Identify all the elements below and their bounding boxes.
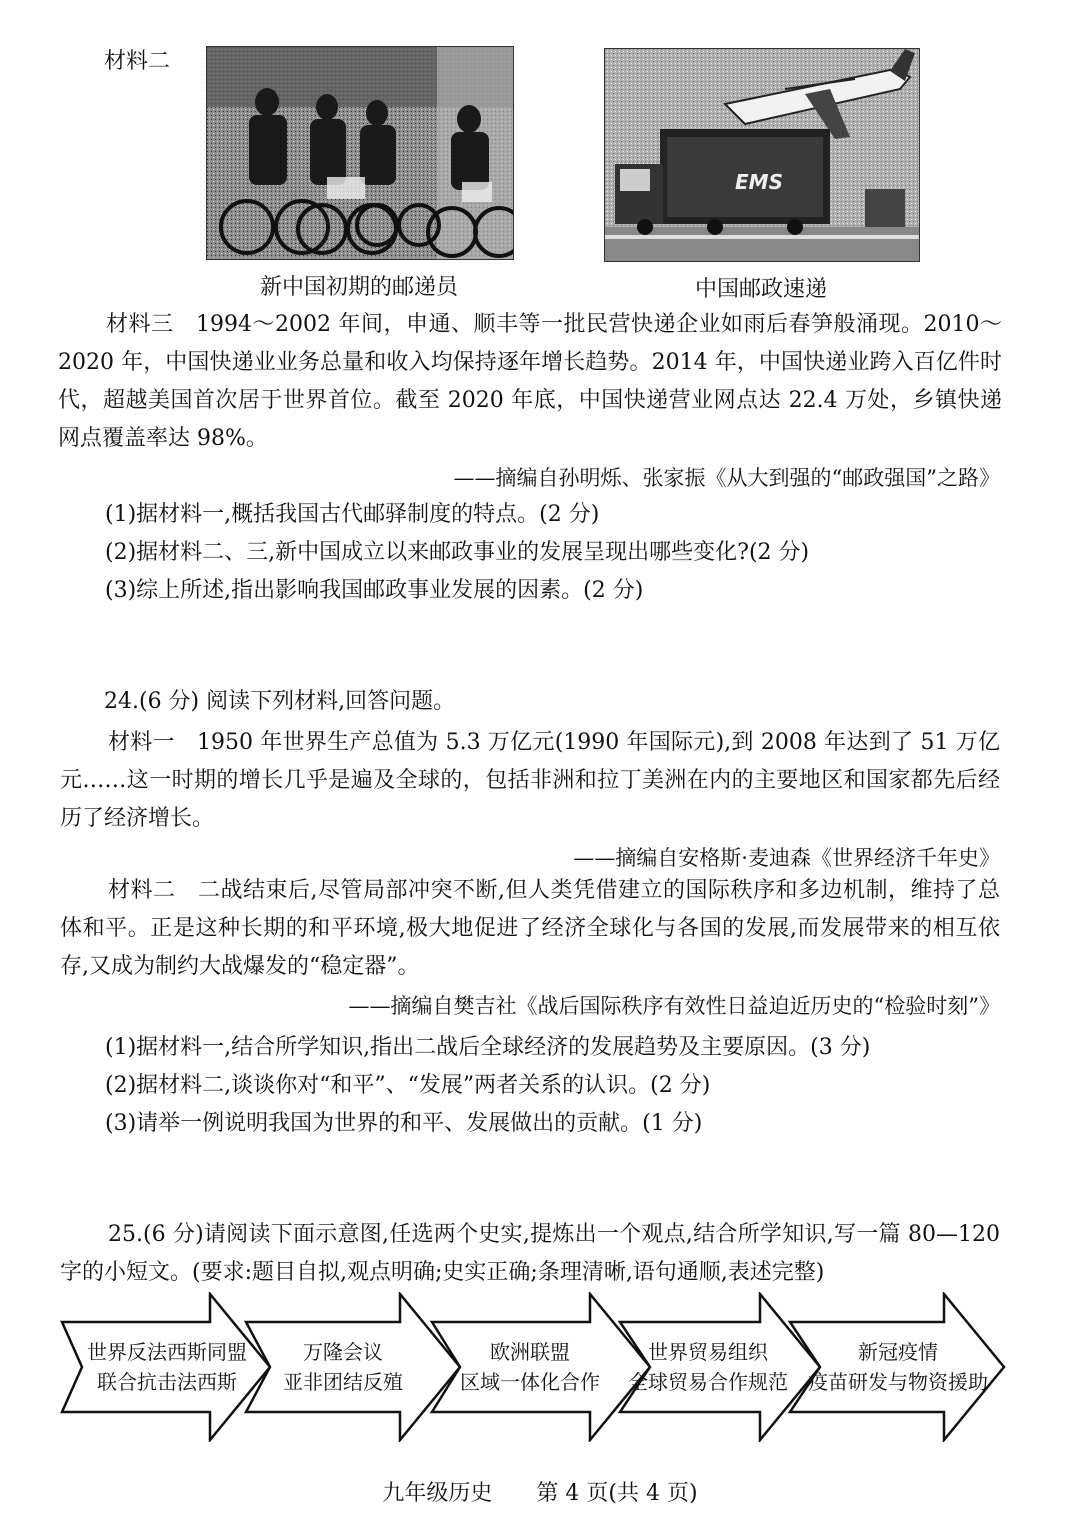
arrow-item-4-line2: 全球贸易合作规范: [628, 1370, 788, 1394]
q24-sub1: (1)据材料一,结合所学知识,指出二战后全球经济的发展趋势及主要原因。(3 分): [105, 1035, 871, 1060]
arrow-item-3-line2: 区域一体化合作: [460, 1370, 600, 1394]
q24-sub2: (2)据材料二,谈谈你对“和平”、“发展”两者关系的认识。(2 分): [105, 1073, 711, 1098]
q24-sub3: (3)请举一例说明我国为世界的和平、发展做出的贡献。(1 分): [105, 1111, 703, 1136]
postmen-bicycles-illustration: [207, 47, 513, 259]
postmen-bicycles-photo: [206, 46, 514, 260]
ems-plane-truck-illustration: [605, 49, 919, 261]
arrow-item-4: [628, 1337, 788, 1397]
arrow-item-2-line2: 亚非团结反殖: [283, 1370, 403, 1394]
q24-title: 24.(6 分) 阅读下列材料,回答问题。: [104, 689, 456, 714]
ems-logo-text: EMS: [735, 170, 783, 194]
ems-express-photo: [604, 48, 920, 262]
arrow-item-5-line1: 新冠疫情: [858, 1340, 938, 1364]
arrow-item-1-line1: 世界反法西斯同盟: [87, 1340, 247, 1364]
q24-material1-source: ——摘编自安格斯·麦迪森《世界经济千年史》: [573, 846, 1000, 870]
arrow-item-3-line1: 欧洲联盟: [490, 1340, 570, 1364]
q23-sub3: (3)综上所述,指出影响我国邮政事业发展的因素。(2 分): [105, 578, 644, 603]
q25-title: 25.(6 分)请阅读下面示意图,任选两个史实,提炼出一个观点,结合所学知识,写一篇 80—120 字的小短文。(要求:题目自拟,观点明确;史实正确;条理清晰,语句通顺,表述完整): [60, 1222, 1000, 1285]
material2-label: 材料二: [104, 49, 171, 74]
material3-source: ——摘编自孙明烁、张家振《从大到强的“邮政强国”之路》: [453, 466, 1000, 490]
arrow-item-5: [808, 1337, 988, 1397]
page-footer: 九年级历史 第 4 页(共 4 页): [382, 1481, 698, 1506]
arrow-item-1: [82, 1337, 252, 1397]
q24-material2-source: ——摘编自樊吉社《战后国际秩序有效性日益迫近历史的“检验时刻”》: [348, 994, 1000, 1018]
arrow-item-3: [450, 1337, 610, 1397]
arrow-item-2-line1: 万隆会议: [303, 1340, 383, 1364]
photo2-caption: 中国邮政速递: [694, 277, 827, 302]
arrow-item-4-line1: 世界贸易组织: [648, 1340, 768, 1364]
q24-material1: 材料一 1950 年世界生产总值为 5.3 万亿元(1990 年国际元),到 2008 年达到了 51 万亿元……这一时期的增长几乎是遍及全球的，包括非洲和拉丁美洲在内的主要地区和国家都先后经历了经济增长。: [60, 730, 1000, 831]
arrow-item-5-line2: 疫苗研发与物资援助: [808, 1370, 988, 1394]
q23-sub2: (2)据材料二、三,新中国成立以来邮政事业的发展呈现出哪些变化?(2 分): [105, 540, 810, 565]
q23-sub1: (1)据材料一,概括我国古代邮驿制度的特点。(2 分): [105, 502, 600, 527]
material3-paragraph: 材料三 1994～2002 年间，申通、顺丰等一批民营快递企业如雨后春笋般涌现。2010～2020 年，中国快递业业务总量和收入均保持逐年增长趋势。2014 年，中国快递业跨入百亿件时代，超越美国首次居于世界首位。截至 2020 年底，中国快递营业网点达 22.4 万处，乡镇快递网点覆盖率达 98%。: [58, 312, 1002, 451]
arrow-item-1-line2: 联合抗击法西斯: [97, 1370, 237, 1394]
arrow-item-2: [268, 1337, 418, 1397]
history-arrow-diagram: [60, 1292, 1010, 1442]
q24-material2: 材料二 二战结束后,尽管局部冲突不断,但人类凭借建立的国际秩序和多边机制，维持了总体和平。正是这种长期的和平环境,极大地促进了经济全球化与各国的发展,而发展带来的相互依存,又成为制约大战爆发的“稳定器”。: [60, 878, 1000, 979]
photo1-caption: 新中国初期的邮递员: [259, 275, 458, 300]
